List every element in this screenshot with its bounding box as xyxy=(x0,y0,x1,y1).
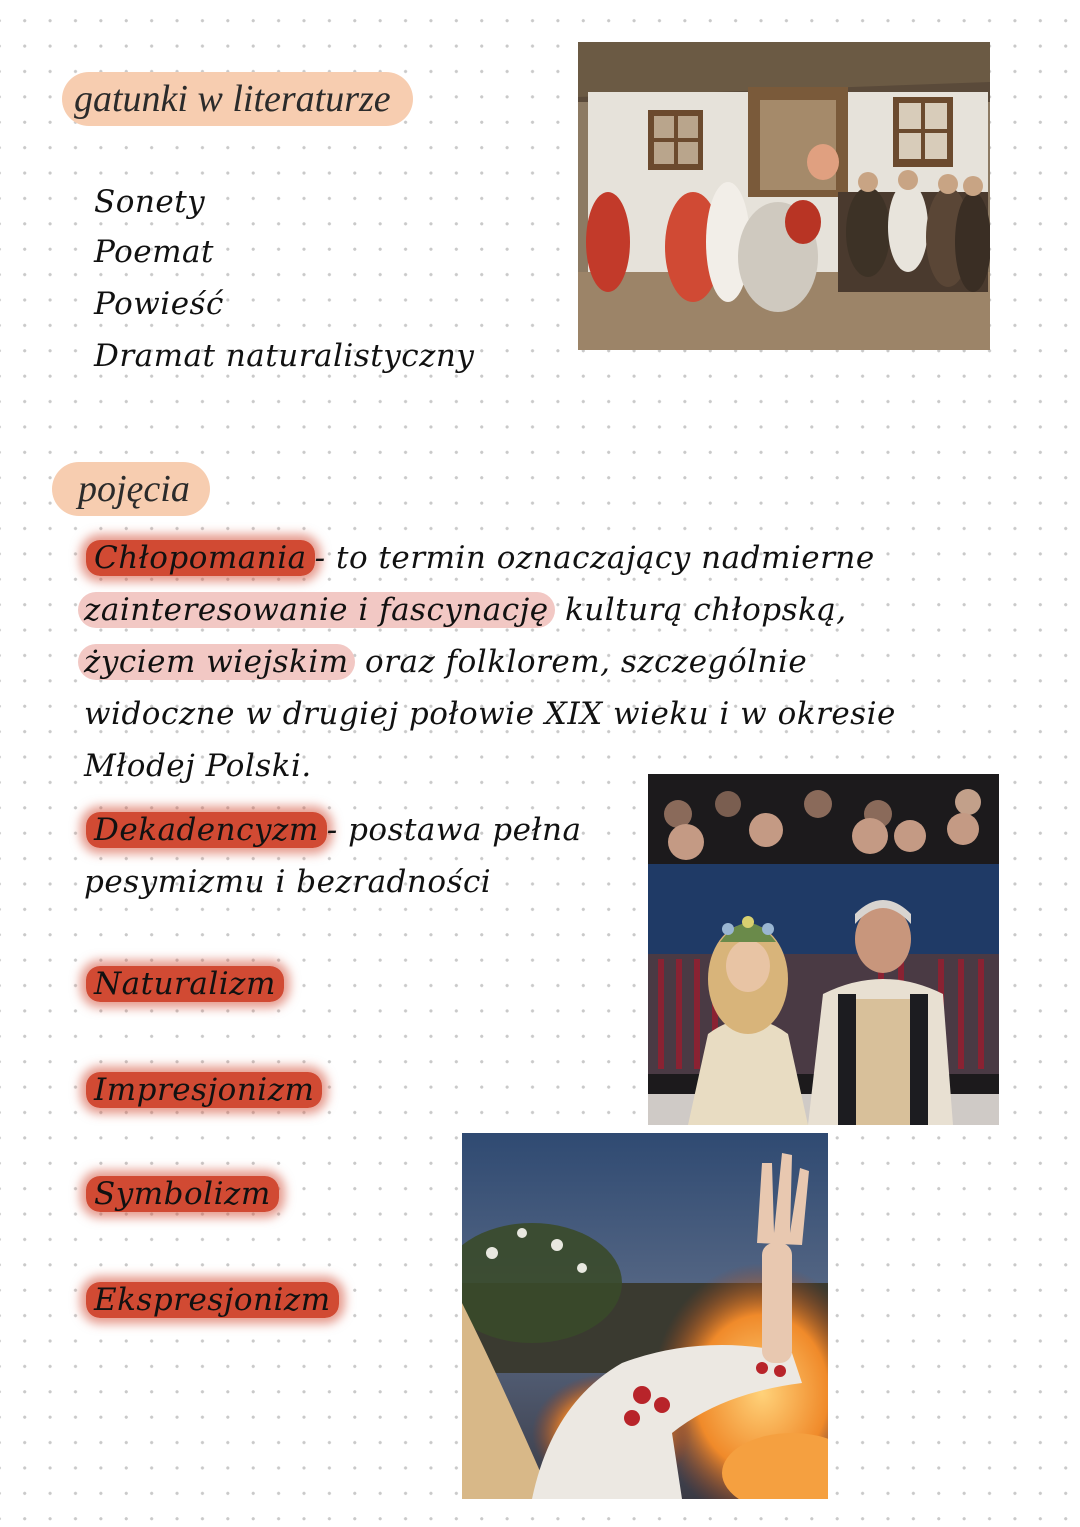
term-ekspresjonizm xyxy=(94,1278,339,1322)
dekadencyzm-line-1 xyxy=(94,810,581,850)
chlopomania-line-3-rest: oraz folklorem, szczególnie xyxy=(354,644,808,680)
chlopomania-term: Chłopomania xyxy=(86,540,315,576)
chlopomania-line-2 xyxy=(84,590,847,630)
genre-item-sonety: Sonety xyxy=(94,184,206,220)
term-ekspresjonizm-label: Ekspresjonizm xyxy=(86,1282,339,1318)
term-symbolizm-label: Symbolizm xyxy=(86,1176,279,1212)
term-naturalizm xyxy=(94,962,284,1006)
chlopomania-line-4: widoczne w drugiej połowie XIX wieku i w okresie xyxy=(84,696,896,732)
genres-heading: gatunki w literaturze xyxy=(62,72,413,126)
dekadencyzm-line-2: pesymizmu i bezradności xyxy=(84,864,492,900)
genre-item-poemat: Poemat xyxy=(94,234,214,270)
highlight-village-life: życiem wiejskim xyxy=(78,644,355,680)
highlight-fascination: zainteresowanie i fascynację xyxy=(78,592,555,628)
chlopomania-definition-start: - to termin oznaczający nadmierne xyxy=(314,540,875,576)
wedding-film-still xyxy=(648,774,999,1125)
chlopomania-line-5: Młodej Polski. xyxy=(84,748,312,784)
chlopomania-line-1 xyxy=(94,538,875,578)
concepts-heading: pojęcia xyxy=(52,462,210,516)
bonfire-wreath-photo xyxy=(462,1133,828,1499)
term-symbolizm xyxy=(94,1172,279,1216)
term-naturalizm-label: Naturalizm xyxy=(86,966,284,1002)
dekadencyzm-definition: - postawa pełna xyxy=(326,812,582,848)
genre-item-powiesc: Powieść xyxy=(94,286,224,322)
genre-item-dramat: Dramat naturalistyczny xyxy=(94,338,475,374)
term-impresjonizm-label: Impresjonizm xyxy=(86,1072,322,1108)
folk-dance-painting xyxy=(578,42,990,350)
term-impresjonizm xyxy=(94,1068,322,1112)
chlopomania-line-2-rest: kulturą chłopską, xyxy=(554,592,847,628)
dekadencyzm-term: Dekadencyzm xyxy=(86,812,327,848)
chlopomania-line-3 xyxy=(84,642,807,682)
